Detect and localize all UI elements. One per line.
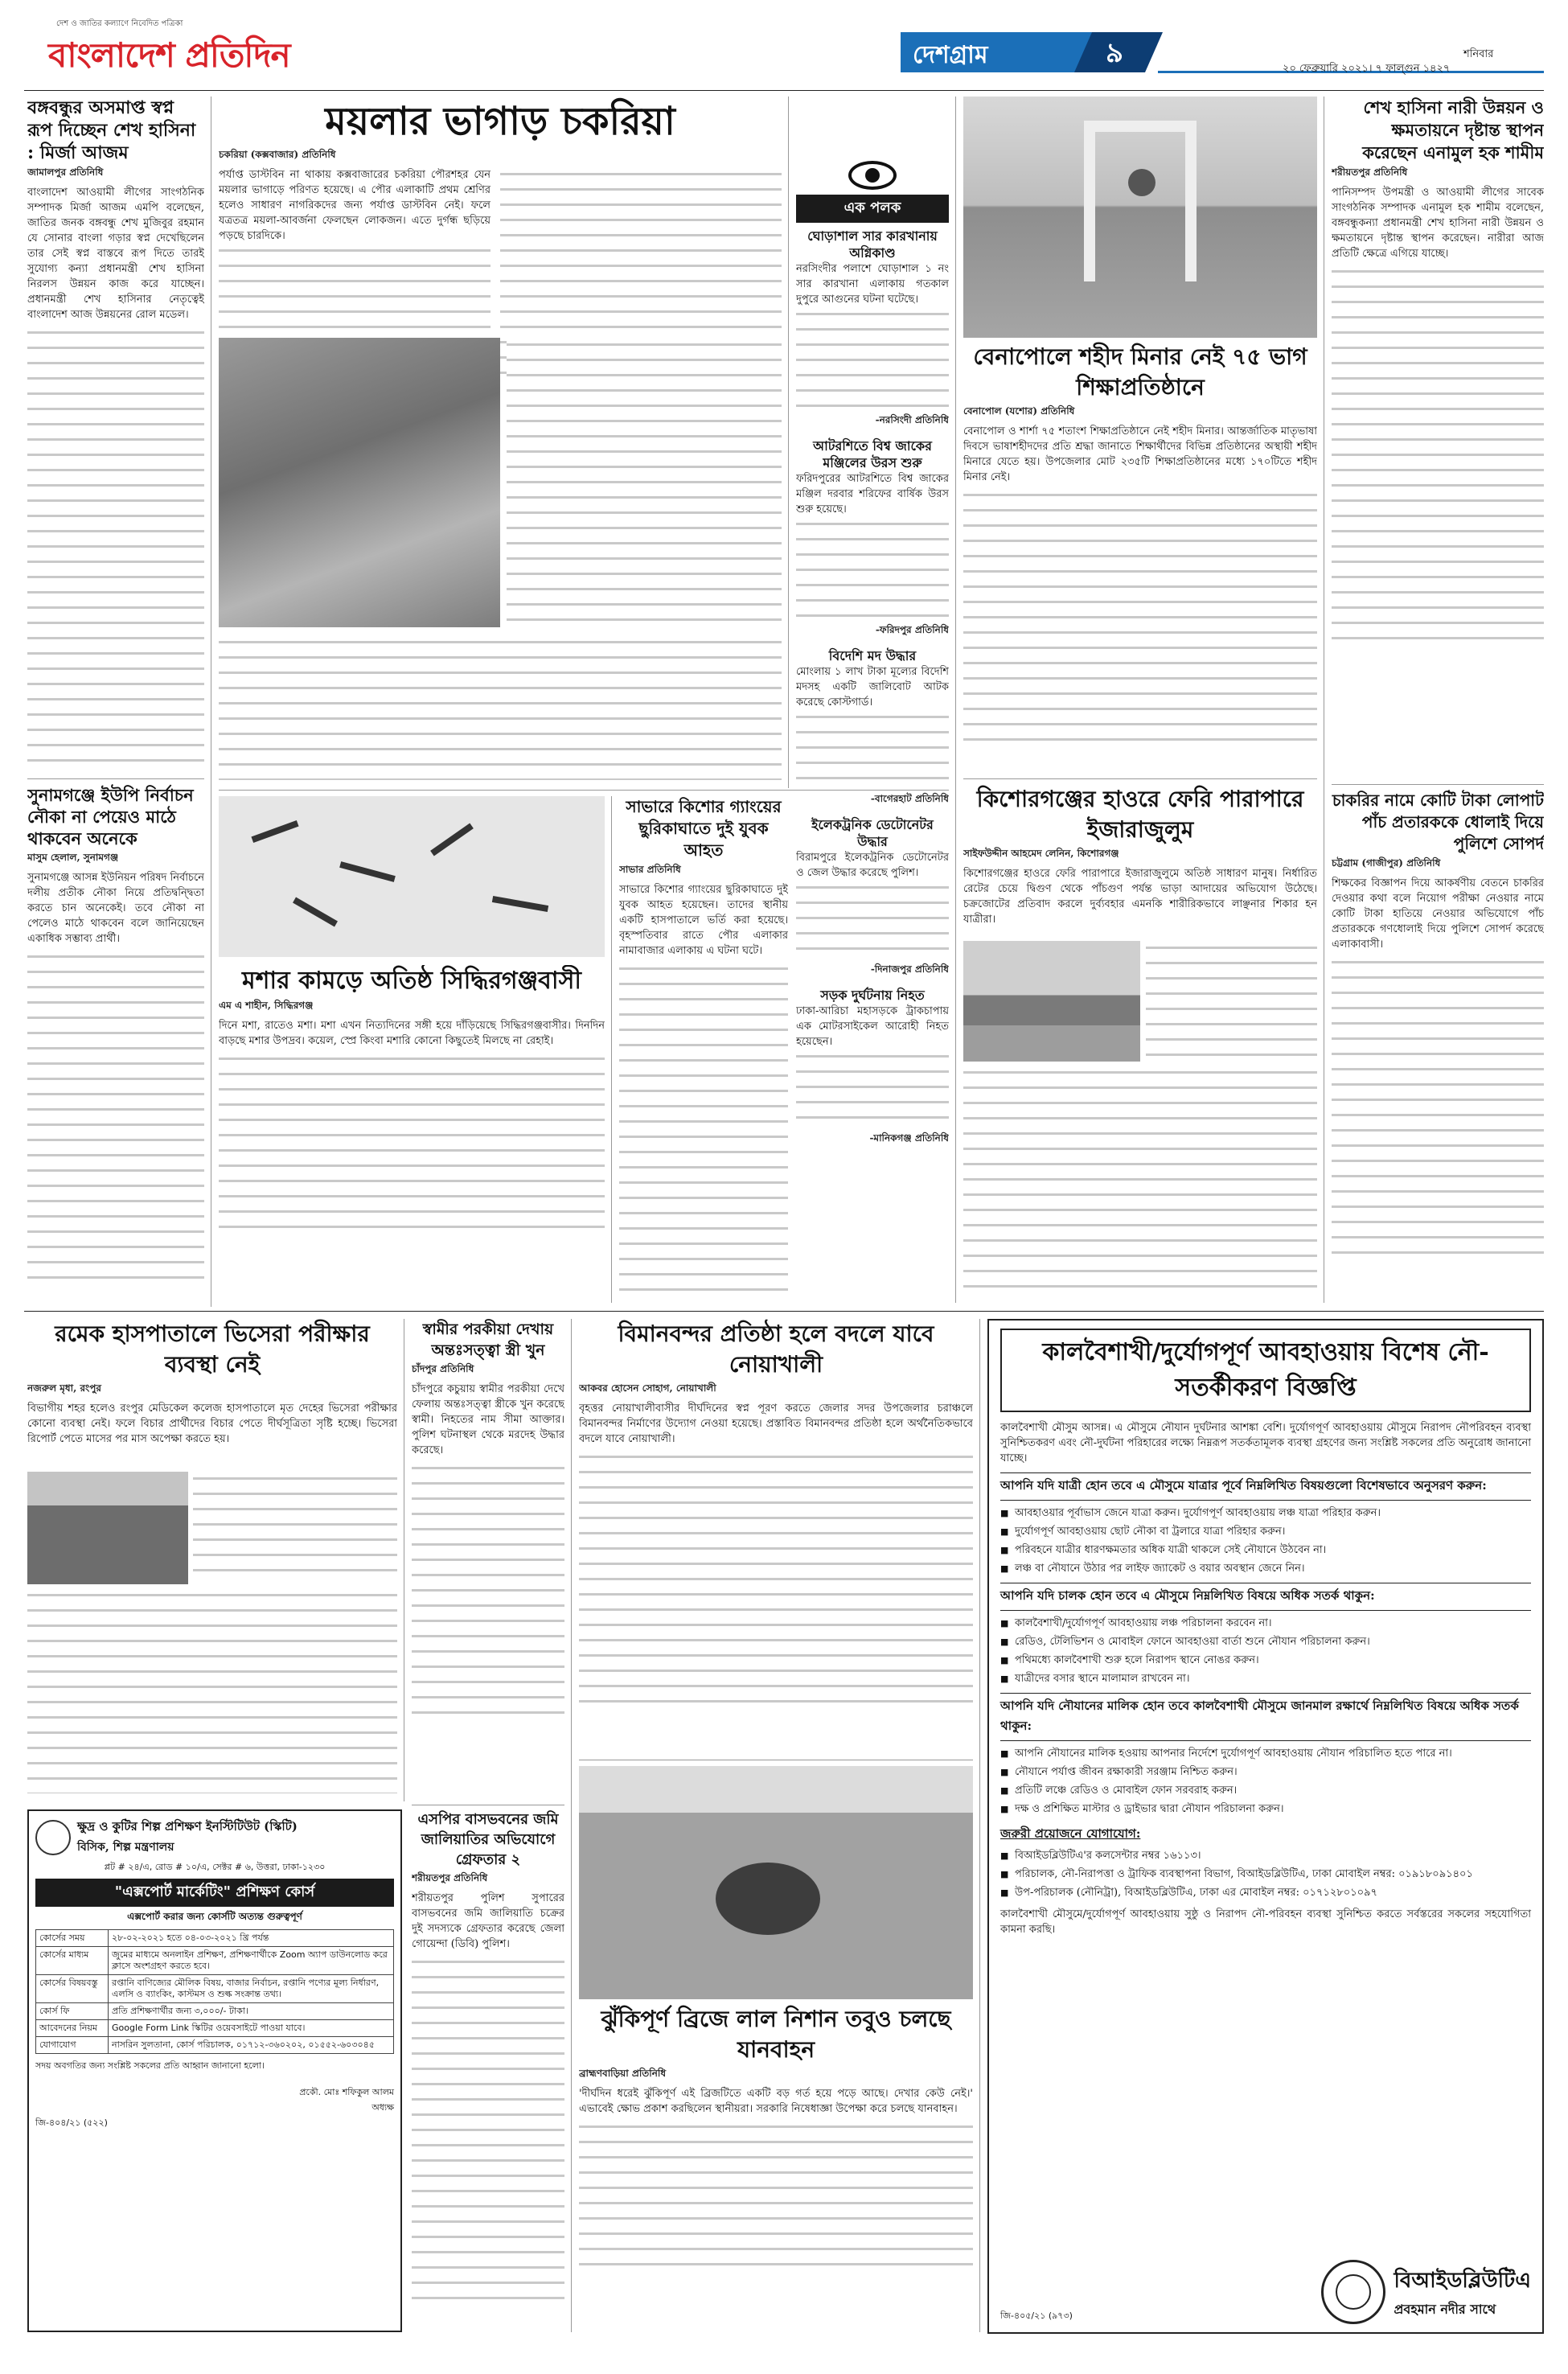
headline: স্বামীর পরকীয়া দেখায় অন্তঃসত্ত্বা স্ত্রী খুন — [422, 1320, 554, 1359]
ek-polok-title: এক পলক — [796, 195, 949, 223]
text-continuation — [219, 244, 491, 340]
byline: জামালপুর প্রতিনিধি — [27, 166, 104, 178]
ek-polok-item — [796, 437, 949, 639]
contact-item: ■ পরিচালক, নৌ-নিরাপত্তা ও ট্রাফিক ব্যবস্থাপনা বিভাগ, বিআইডব্লিউটিএ, ঢাকা মোবাইল নম্বর: ০১৯১৮০৯১৪০১ — [1000, 1867, 1531, 1882]
ad-org: ক্ষুদ্র ও কুটির শিল্প প্রশিক্ষণ ইনস্টিটিউট (স্কিটি) — [77, 1819, 298, 1834]
text-continuation — [219, 1052, 605, 1237]
byline: এম এ শাহীন, সিদ্ধিরগঞ্জ — [219, 1000, 314, 1011]
story-benapole — [963, 342, 1317, 776]
byline: সাভার প্রতিনিধি — [619, 864, 681, 875]
item-body: ফরিদপুরের আটরশিতে বিশ্ব জাকের মঞ্জিল দরবার শরিফের বার্ষিক উরস শুরু হয়েছে। — [796, 473, 949, 515]
biwta-org: বিআইডব্লিউটিএ — [1394, 2268, 1531, 2293]
table-row: যোগাযোগ নাসরিন সুলতানা, কোর্স পরিচালক, ০১৭১২-৩৬০২০২, ০১৫৫২-৬০৩০৪৫ — [36, 2037, 394, 2054]
item-credit: -দিনাজপুর প্রতিনিধি — [870, 963, 949, 975]
byline: চাঁদপুর প্রতিনিধি — [412, 1363, 474, 1374]
list-item: ■ নৌযানে পর্যাপ্ত জীবন রক্ষাকারী সরঞ্জাম নিশ্চিত করুন। — [1000, 1764, 1531, 1780]
text-continuation — [619, 962, 788, 1303]
item-headline: আটরশিতে বিশ্ব জাকের মঞ্জিলের উরস শুরু — [813, 438, 932, 470]
list-item: ■ যাত্রীদের বসার স্থানে মালামাল রাখবেন না। — [1000, 1671, 1531, 1686]
ad-footer: সদয় অবগতির জন্য সংশ্লিষ্ট সকলের প্রতি আহ্বান জানানো হলো। — [35, 2060, 265, 2071]
story-sp — [412, 1809, 564, 2332]
garbage-photo — [219, 338, 500, 627]
body: পর্যাপ্ত ডাস্টবিন না থাকায় কক্সবাজারের চকরিয়া পৌরশহর যেন ময়লার ভাগাড়ে পরিণত হয়েছে। এ পৌর এলাকাটি প্রথম শ্রেণির হলেও সাধারণ নাগরিকদের জন্য পর্যাপ্ত ডাস্টবিন নেই। ফলে যত্রতত্র ময়লা-আবর্জনা ফেলছেন লোকজন। এতে দুর্গন্ধ ছড়িয়ে পড়ছে চারদিকে। — [219, 169, 491, 242]
table-row: কোর্স ফি প্রতি প্রশিক্ষণার্থীর জন্য ৩,০০০/- টাকা। — [36, 2003, 394, 2020]
item-credit: -মানিকগঞ্জ প্রতিনিধি — [869, 1132, 949, 1144]
byline: চকরিয়া (কক্সবাজার) প্রতিনিধি — [219, 149, 336, 160]
body: 'দীর্ঘদিন ধরেই ঝুঁকিপূর্ণ এই ব্রিজটিতে একটি বড় গর্ত হয়ে পড়ে আছে। দেখার কেউ নেই।' এভাবেই ক্ষোভ প্রকাশ করছিলেন স্থানীয়রা। সরকারি নিষেধাজ্ঞা উপেক্ষা করে চলছে যানবাহন। — [579, 2088, 973, 2115]
item-headline: সড়ক দুর্ঘটনায় নিহত — [820, 988, 925, 1003]
story-moshar — [219, 965, 605, 1303]
eye-icon — [848, 161, 897, 190]
body: চাঁদপুরে কচুয়ায় স্বামীর পরকীয়া দেখে ফেলায় অন্তঃসত্ত্বা স্ত্রীকে খুন করেছে স্বামী। নিহতের নাম সীমা আক্তার। পুলিশ ঘটনাস্থল থেকে মরদেহ উদ্ধার করেছে। — [412, 1383, 564, 1456]
story-sunamganj — [27, 784, 204, 1307]
ek-polok-item — [796, 647, 949, 808]
text-continuation — [27, 326, 204, 772]
bridge-photo — [579, 1766, 973, 1999]
course-subtitle: এক্সপোর্ট করার জন্য কোর্সটি অত্যন্ত গুরুত্বপূর্ণ — [127, 1911, 302, 1922]
headline: ময়লার ভাগাড় চকরিয়া — [325, 99, 675, 144]
ad-address: প্লট # ২৪/এ, রোড # ১০/এ, সেক্টর # ৬, উত্তরা, ঢাকা-১২৩০ — [104, 1862, 326, 1872]
text-continuation — [27, 950, 204, 1288]
table-row: কোর্সের মাধ্যম জুমের মাধ্যমে অনলাইন প্রশিক্ষণ, প্রশিক্ষণার্থীকে Zoom অ্যাপ ডাউনলোড করে ক্লাসে অংশগ্রহণ করতে হবে। — [36, 1947, 394, 1975]
story-biman — [579, 1319, 973, 1753]
byline: সাইফউদ্দীন আহমেদ লেনিন, কিশোরগঞ্জ — [963, 848, 1119, 859]
section-heading: আপনি যদি চালক হোন তবে এ মৌসুমে নিম্নলিখিত বিষয়ে অধিক সতর্ক থাকুন: — [1000, 1583, 1531, 1611]
course-title: "এক্সপোর্ট মার্কেটিং" প্রশিক্ষণ কোর্স — [35, 1879, 394, 1907]
story-swami — [412, 1319, 564, 1801]
item-credit: -ফরিদপুর প্রতিনিধি — [875, 624, 949, 635]
item-credit: -নরসিংদী প্রতিনিধি — [875, 414, 949, 425]
headline: চাকরির নামে কোটি টাকা লোপাট পাঁচ প্রতারককে ধোলাই দিয়ে পুলিশে সোপর্দ — [1332, 791, 1544, 853]
body: পানিসম্পদ উপমন্ত্রী ও আওয়ামী লীগের সাবেক সাংগঠনিক সম্পাদক এনামুল হক শামীম বলেছেন, বঙ্গবন্ধুকন্যা প্রধানমন্ত্রী শেখ হাসিনা নারী উন্নয়ন ও ক্ষমতায়নে দৃষ্টান্ত স্থাপন করেছেন। নারীরা আজ প্রতিটি ক্ষেত্রে এগিয়ে যাচ্ছে। — [1332, 187, 1544, 260]
masthead — [0, 0, 1568, 88]
list-item: ■ পথিমধ্যে কালবৈশাখী শুরু হলে নিরাপদ স্থানে নোঙর করুন। — [1000, 1653, 1531, 1668]
headline: কিশোরগঞ্জের হাওরে ফেরি পারাপারে ইজারাজুলুম — [976, 786, 1304, 843]
hospital-gate-photo — [27, 1472, 188, 1584]
headline: বিমানবন্দর প্রতিষ্ঠা হলে বদলে যাবে নোয়াখালী — [618, 1320, 934, 1378]
text-continuation — [193, 1472, 397, 1584]
body: বাংলাদেশ আওয়ামী লীগের সাংগঠনিক সম্পাদক মির্জা আজম এমপি বলেছেন, জাতির জনক বঙ্গবন্ধু শেখ মুজিবুর রহমান যে সোনার বাংলা গড়ার স্বপ্ন দেখেছিলেন তার সেই স্বপ্ন বাস্তবে রূপ দিতে তারই সুযোগ্য কন্যা প্রধানমন্ত্রী শেখ হাসিনা নিরলস উন্নয়ন কাজ করে যাচ্ছেন। প্রধানমন্ত্রী শেখ হাসিনার নেতৃত্বেই বাংলাদেশ আজ উন্নয়নের রোল মডেল। — [27, 187, 204, 321]
text-continuation — [507, 338, 782, 627]
item-headline: বিদেশি মদ উদ্ধার — [828, 648, 917, 663]
ad-org2: বিসিক, শিল্প মন্ত্রণালয় — [77, 1841, 174, 1854]
item-credit: -বাগেরহাট প্রতিনিধি — [870, 793, 949, 804]
ad-scitit — [27, 1809, 402, 2332]
story-bongobondhu — [27, 97, 204, 772]
signer: প্রকৌ. মোঃ শফিকুল আলম — [299, 2087, 394, 2097]
item-headline: ঘোড়াশাল সার কারখানায় অগ্নিকাণ্ড — [807, 228, 938, 261]
body: বিভাগীয় শহর হলেও রংপুর মেডিকেল কলেজ হাসপাতালে মৃত দেহের ভিসেরা পরীক্ষার কোনো ব্যবস্থা নেই। ফলে বিচার প্রার্থীদের বিচার পেতে দীর্ঘসূত্রিতা সৃষ্টি হচ্ছে। ভিসেরা রিপোর্ট পেতে মাসের পর মাস অপেক্ষা করতে হয়। — [27, 1403, 397, 1445]
ek-polok-column — [796, 161, 949, 1303]
masthead-tagline: দেশ ও জাতির কল্যাণে নিবেদিত পত্রিকা — [56, 19, 183, 28]
text-continuation — [219, 635, 782, 780]
ferry-photo — [963, 941, 1140, 1062]
item-body: নরসিংদীর পলাশে ঘোড়াশাল ১ নং সার কারখানা এলাকায় গতকাল দুপুরে আগুনের ঘটনা ঘটেছে। — [796, 263, 949, 306]
body: বৃহত্তর নোয়াখালীবাসীর দীর্ঘদিনের স্বপ্ন পূরণ করতে জেলার সদর উপজেলার চরাঞ্চলে বিমানবন্দর নির্মাণের উদ্যোগ নেওয়া হয়েছে। প্রস্তাবিত বিমানবন্দর প্রতিষ্ঠা হলে অর্থনৈতিকভাবে বদলে যাবে নোয়াখালী। — [579, 1403, 973, 1445]
ad-title: কালবৈশাখী/দুর্যোগপূর্ণ আবহাওয়ায় বিশেষ নৌ-সতর্কীকরণ বিজ্ঞপ্তি — [1000, 1329, 1531, 1412]
body: শরীয়তপুর পুলিশ সুপারের বাসভবনের জমি জালিয়াতি চক্রের দুই সদস্যকে গ্রেফতার করেছে জেলা গোয়েন্দা (ডিবি) পুলিশ। — [412, 1892, 564, 1950]
paper-logo: বাংলাদেশ প্রতিদিন — [48, 35, 290, 75]
item-body: ঢাকা-আরিচা মহাসড়কে ট্রাকচাপায় এক মোটরসাইকেল আরোহী নিহত হয়েছেন। — [796, 1005, 949, 1048]
headline: সুনামগঞ্জে ইউপি নির্বাচন নৌকা না পেয়েও মাঠে থাকবেন অনেকে — [27, 785, 194, 848]
list-item: ■ রেডিও, টেলিভিশন ও মোবাইল ফোনে আবহাওয়া বার্তা শুনে নৌযান পরিচালনা করুন। — [1000, 1634, 1531, 1649]
text-continuation — [1146, 941, 1317, 1062]
ek-polok-item — [796, 816, 949, 979]
text-continuation — [412, 1461, 564, 1727]
list-item: ■ প্রতিটি লঞ্চে রেডিও ও মোবাইল ফোন সরবরাহ করুন। — [1000, 1783, 1531, 1798]
ad-closing: কালবৈশাখী মৌসুমে/দুর্যোগপূর্ণ আবহাওয়ায় সুষ্ঠু ও নিরাপদ নৌ-পরিবহন ব্যবস্থা সুনিশ্চিত করতে সর্বস্তরের সকলের সহযোগিতা কামনা করছি। — [1000, 1908, 1531, 1936]
date: ২০ ফেব্রুয়ারি ২০২১। ৭ ফাল্গুন ১৪২৭ — [1283, 63, 1451, 75]
shaheed-minar-photo — [963, 97, 1317, 338]
section-heading: আপনি যদি নৌযানের মালিক হোন তবে কালবৈশাখী মৌসুমে জানমাল রক্ষার্থে নিম্নলিখিত বিষয়ে অধিক সতর্ক থাকুন: — [1000, 1693, 1531, 1741]
body: সাভারে কিশোর গ্যাংয়ের ছুরিকাঘাতে দুই যুবক আহত হয়েছেন। তাদের স্থানীয় একটি হাসপাতালে ভর্তি করা হয়েছে। বৃহস্পতিবার রাতে পৌর এলাকার নামাবাজার এলাকায় এ ঘটনা ঘটে। — [619, 884, 788, 957]
section-title: দেশগ্রাম — [913, 41, 988, 69]
byline: শরীয়তপুর প্রতিনিধি — [412, 1872, 488, 1883]
text-continuation — [963, 1066, 1317, 1299]
text-continuation — [963, 488, 1317, 745]
contact-title: জরুরী প্রয়োজনে যোগাযোগ: — [1000, 1826, 1141, 1841]
biwta-slogan: প্রবহমান নদীর সাথে — [1394, 2301, 1496, 2317]
byline: ব্রাহ্মণবাড়িয়া প্রতিনিধি — [579, 2068, 667, 2079]
story-bridge — [579, 2004, 973, 2334]
ek-polok-item — [796, 987, 949, 1148]
contact-item: ■ বিআইডব্লিউটিএ'র কলসেন্টার নম্বর ১৬১১৩। — [1000, 1848, 1531, 1863]
item-headline: ইলেকট্রনিক ডেটোনেটর উদ্ধার — [811, 817, 934, 849]
body: বেনাপোল ও শার্শা ৭৫ শতাংশ শিক্ষাপ্রতিষ্ঠানে নেই শহীদ মিনার। আন্তর্জাতিক মাতৃভাষা দিবসে ভাষাশহীদদের প্রতি শ্রদ্ধা জানাতে শিক্ষার্থীদের বিভিন্ন প্রতিষ্ঠানের অস্থায়ী শহীদ মিনারে যেতে হয়। উপজেলার মোট ২৩৫টি শিক্ষাপ্রতিষ্ঠানের মধ্যে ১৭০টিতে শহীদ মিনার নেই। — [963, 425, 1317, 483]
section-heading: আপনি যদি যাত্রী হোন তবে এ মৌসুমে যাত্রার পূর্বে নিম্নলিখিত বিষয়গুলো বিশেষভাবে অনুসরণ করুন: — [1000, 1472, 1531, 1501]
list-item: ■ পরিবহনে যাত্রীর ধারণক্ষমতার অধিক যাত্রী থাকলে সেই নৌযানে উঠবেন না। — [1000, 1542, 1531, 1558]
table-row: কোর্সের বিষয়বস্তু রপ্তানি বাণিজ্যের মৌলিক বিষয়, বাজার নির্বাচন, রপ্তানি পণ্যের মূল্য নির্ধারণ, এলসি ও ব্যাংকিং, কাস্টমস ও শুল্ক সংক্রান্ত তথ্য। — [36, 1975, 394, 2003]
list-item: ■ কালবৈশাখী/দুর্যোগপূর্ণ আবহাওয়ায় লঞ্চ পরিচালনা করবেন না। — [1000, 1616, 1531, 1631]
ad-intro: কালবৈশাখী মৌসুম আসন্ন। এ মৌসুমে নৌযান দুর্ঘটনার আশঙ্কা বেশি। দুর্যোগপূর্ণ আবহাওয়ায় মৌসুমে নিরাপদ নৌপরিবহন ব্যবস্থা সুনিশ্চিতকরণ এবং নৌ-দুর্ঘটনা পরিহারের লক্ষ্যে নিম্নরূপ সতর্কতামূলক ব্যবস্থা গ্রহণের জন্য সংশ্লিষ্ট সকলের প্রতি অনুরোধ জানানো যাচ্ছে। — [1000, 1422, 1531, 1464]
headline: মশার কামড়ে অতিষ্ঠ সিদ্ধিরগঞ্জবাসী — [242, 967, 581, 995]
table-row: আবেদনের নিয়ম Google Form Link স্কিটির ওয়েবসাইটে পাওয়া যাবে। — [36, 2020, 394, 2037]
table-row: কোর্সের সময় ২৮-০২-২০২১ হতে ০৪-০৩-২০২১ খ্রি পর্যন্ত — [36, 1930, 394, 1947]
ad-ref: জি-৪০৫/২১ (৯৭৩) — [1000, 2310, 1073, 2321]
item-body: বিরামপুরে ইলেকট্রনিক ডেটোনেটর ও জেল উদ্ধার করেছে পুলিশ। — [796, 852, 949, 879]
text-continuation — [27, 1588, 397, 1793]
list-item: ■ দক্ষ ও প্রশিক্ষিত মাস্টার ও ড্রাইভার দ্বারা নৌযান পরিচালনা করুন। — [1000, 1801, 1531, 1817]
text-continuation — [579, 1450, 973, 1715]
weekday: শনিবার — [1463, 48, 1494, 60]
signer-title: অধ্যক্ষ — [371, 2102, 394, 2113]
headline: সাভারে কিশোর গ্যাংয়ের ছুরিকাঘাতে দুই যুবক আহত — [626, 797, 782, 860]
text-continuation — [1332, 955, 1544, 1261]
headline: এসপির বাসভবনের জমি জালিয়াতির অভিযোগে গ্রেফতার ২ — [417, 1811, 559, 1868]
list-item: ■ লঞ্চ বা নৌযানে উঠার পর লাইফ জ্যাকেট ও বয়ার অবস্থান জেনে নিন। — [1000, 1561, 1531, 1576]
ad-ref: জি-৪০৪/২১ (৫২২) — [35, 2117, 108, 2128]
scitit-logo-icon — [35, 1820, 71, 1855]
byline: শরীয়তপুর প্রতিনিধি — [1332, 166, 1408, 178]
ek-polok-item — [796, 228, 949, 429]
list-item: ■ আপনি নৌযানের মালিক হওয়ায় আপনার নির্দেশে দুর্যোগপূর্ণ আবহাওয়ায় নৌযান পরিচালিত হতে পারে না। — [1000, 1746, 1531, 1761]
body: শিক্ষকের বিজ্ঞাপন দিয়ে আকর্ষণীয় বেতনে চাকরির দেওয়ার কথা বলে নিয়োগ পরীক্ষা নেওয়ার নামে কোটি টাকা হাতিয়ে নেওয়ার অভিযোগে পাঁচ প্রতারককে গণধোলাই দিয়ে পুলিশে সোপর্দ করেছে এলাকাবাসী। — [1332, 877, 1544, 951]
headline: ঝুঁকিপূর্ণ ব্রিজে লাল নিশান তবুও চলছে যানবাহন — [601, 2006, 951, 2063]
body: দিনে মশা, রাতেও মশা। মশা এখন নিত্যদিনের সঙ্গী হয়ে দাঁড়িয়েছে সিদ্ধিরগঞ্জবাসীর। দিনদিন বাড়ছে মশার উপদ্রব। কয়েল, স্প্রে কিংবা মশারি কোনো কিছুতেই মিলছে না রেহাই। — [219, 1020, 605, 1047]
story-savar — [619, 796, 788, 1303]
byline: নজরুল মৃধা, রংপুর — [27, 1382, 101, 1394]
byline: চট্টগ্রাম (গাজীপুর) প্রতিনিধি — [1332, 857, 1441, 869]
biwta-emblem-icon — [1321, 2260, 1385, 2324]
page-number: ৯ — [1106, 37, 1124, 69]
list-item: ■ আবহাওয়ার পূর্বাভাস জেনে যাত্রা করুন। দুর্যোগপূর্ণ আবহাওয়ায় লঞ্চ যাত্রা পরিহার করুন। — [1000, 1505, 1531, 1521]
headline: শেখ হাসিনা নারী উন্নয়ন ও ক্ষমতায়নে দৃষ্টান্ত স্থাপন করেছেন এনামুল হক শামীম — [1362, 97, 1544, 162]
text-continuation — [579, 2120, 973, 2273]
list-item: ■ দুর্যোগপূর্ণ আবহাওয়ায় ছোট নৌকা বা ট্রলারে যাত্রা পরিহার করুন। — [1000, 1524, 1531, 1539]
course-table — [35, 1929, 394, 2054]
body: সুনামগঞ্জে আসন্ন ইউনিয়ন পরিষদ নির্বাচনে দলীয় প্রতীক নৌকা নিয়ে প্রতিদ্বন্দ্বিতা করতে চান অনেকেই। তবে নৌকা না পেলেও মাঠে থাকবেন বলে জানিয়েছেন একাধিক সম্ভাব্য প্রার্থী। — [27, 872, 204, 945]
byline: আকবর হোসেন সোহাগ, নোয়াখালী — [579, 1382, 716, 1394]
story-chakri — [1332, 790, 1544, 1304]
ad-biwta — [987, 1319, 1544, 2334]
body: কিশোরগঞ্জের হাওরে ফেরি পারাপারে ইজারাজুলুমে অতিষ্ঠ সাধারণ মানুষ। নির্ধারিত রেটের চেয়ে দ্বিগুণ থেকে পাঁচগুণ পর্যন্ত ভাড়া আদায়ের অভিযোগ উঠেছে। চক্রজোটের প্রতিবাদ করলে দুর্ব্যবহার এমনকি শারীরিকভাবে লাঞ্ছনার শিকার হন যাত্রীরা। — [963, 868, 1317, 926]
text-continuation — [412, 1955, 564, 2301]
text-continuation — [1332, 265, 1544, 651]
story-sheikh-hasina — [1332, 97, 1544, 780]
contact-item: ■ উপ-পরিচালক (নৌনিট্রা), বিআইডব্লিউটিএ, ঢাকা এর মোবাইল নম্বর: ০১৭১২৮০১০৯৭ — [1000, 1885, 1531, 1900]
headline: বেনাপোলে শহীদ মিনার নেই ৭৫ ভাগ শিক্ষাপ্রতিষ্ঠানে — [973, 343, 1307, 400]
item-body: মোংলায় ১ লাখ টাকা মূল্যের বিদেশি মদসহ একটি জালিবোট আটক করেছে কোস্টগার্ড। — [796, 666, 949, 709]
headline: বঙ্গবন্ধুর অসমাপ্ত স্বপ্ন রূপ দিচ্ছেন শেখ হাসিনা : মির্জা আজম — [27, 97, 196, 163]
byline: বেনাপোল (যশোর) প্রতিনিধি — [963, 405, 1075, 417]
byline: মাসুম হেলাল, সুনামগঞ্জ — [27, 852, 119, 863]
headline: রমেক হাসপাতালে ভিসেরা পরীক্ষার ব্যবস্থা নেই — [55, 1320, 370, 1378]
mosquito-photo — [219, 796, 605, 957]
